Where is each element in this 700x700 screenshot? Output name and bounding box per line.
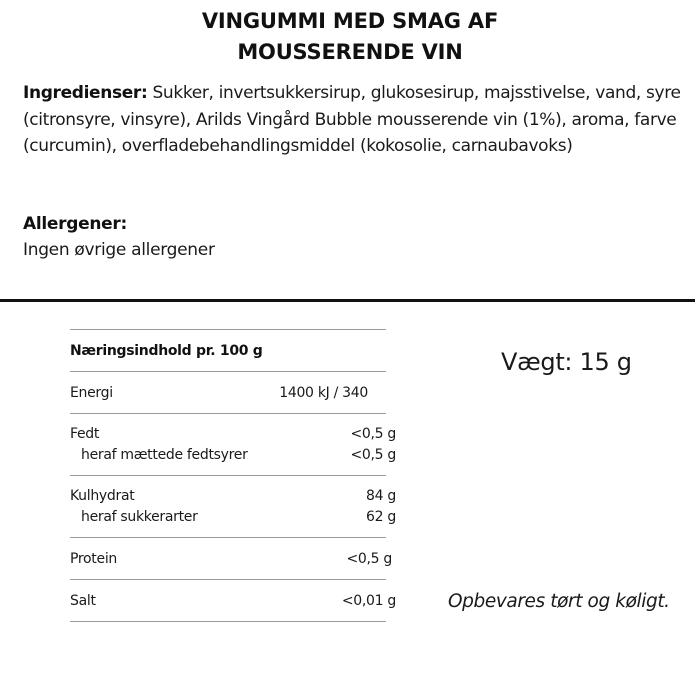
carbohydrate-label: Kulhydrat (70, 488, 135, 504)
product-title-line-2: MOUSSERENDE VIN (237, 40, 463, 64)
allergens-text: Ingen øvrige allergener (23, 240, 215, 260)
fat-label: Fedt (70, 426, 100, 442)
product-title (0, 6, 700, 68)
ingredients-label: Ingredienser: (23, 83, 148, 103)
table-row-energy (70, 372, 386, 413)
table-rule (70, 621, 386, 622)
salt-value: <0,01 g (341, 593, 396, 609)
nutrition-table (70, 329, 396, 622)
allergens-section (23, 211, 423, 263)
table-row-protein (70, 538, 392, 579)
protein-label: Protein (70, 551, 117, 567)
ingredients-section (23, 80, 693, 160)
product-title-line-1: VINGUMMI MED SMAG AF (201, 9, 499, 33)
energy-label: Energi (70, 385, 113, 401)
carbohydrate-value: 84 g (366, 488, 396, 504)
ingredients-text: Sukker, invertsukkersirup, glukosesirup, majsstivelse, vand, syre (citronsyre, vinsyre), Arilds Vingård Bubble mousserende vin (1%), aroma, farve (curcumin), overfladebehandlingsmiddel (kokosolie, carnaubavoks) (23, 83, 681, 156)
nutrition-header-row (70, 330, 386, 371)
saturated-fat-label: heraf mættede fedtsyrer (81, 447, 248, 463)
energy-value: 1400 kJ / 340 (279, 385, 368, 401)
fat-value: <0,5 g (350, 426, 396, 442)
storage-instructions: Opbevares tørt og køligt. (448, 591, 670, 612)
salt-label: Salt (70, 593, 96, 609)
nutrition-header: Næringsindhold pr. 100 g (70, 343, 263, 359)
section-divider (0, 299, 695, 302)
protein-value: <0,5 g (346, 551, 392, 567)
table-row-salt (70, 580, 396, 621)
net-weight: Vægt: 15 g (501, 348, 632, 376)
allergens-label: Allergener: (23, 214, 127, 234)
sugars-value: 62 g (366, 509, 396, 525)
saturated-fat-value: <0,5 g (350, 447, 396, 463)
sugars-label: heraf sukkerarter (81, 509, 198, 525)
table-row-carbohydrate (70, 476, 396, 537)
table-row-fat (70, 414, 396, 475)
